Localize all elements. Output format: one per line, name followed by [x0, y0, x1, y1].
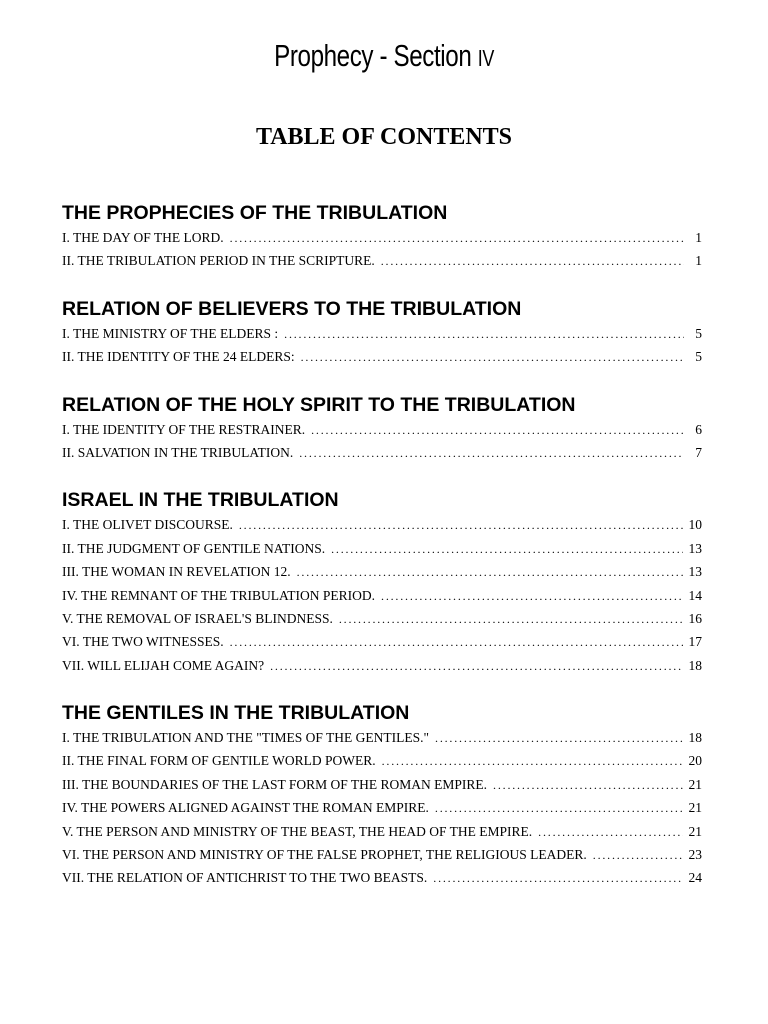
toc-entry-page-number: 18 — [688, 657, 702, 673]
dot-leader — [381, 585, 682, 607]
toc-entry[interactable] — [62, 441, 702, 464]
toc-entry-title: VII. WILL ELIJAH COME AGAIN? — [62, 657, 265, 673]
dot-leader — [301, 346, 684, 368]
toc-entry-page-number: 14 — [688, 587, 702, 603]
toc-entry[interactable] — [62, 654, 702, 677]
toc-entry[interactable] — [62, 820, 702, 843]
toc-entry[interactable] — [62, 796, 702, 819]
dot-leader — [239, 514, 683, 536]
toc-section — [62, 392, 702, 465]
toc-entry-page-number: 1 — [695, 230, 702, 245]
section-title: RELATION OF THE HOLY SPIRIT TO THE TRIBULATION — [62, 393, 576, 416]
toc-entry[interactable] — [62, 584, 702, 607]
toc-entry[interactable] — [62, 322, 702, 345]
toc-entry-title: II. THE TRIBULATION PERIOD IN THE SCRIPTURE. — [62, 253, 375, 269]
toc-entry-page-number: 5 — [695, 349, 702, 365]
toc-entry[interactable] — [62, 726, 702, 749]
dot-leader — [435, 727, 682, 749]
toc-entry-page-number: 21 — [688, 823, 702, 839]
toc-entry-page-number: 21 — [688, 800, 702, 816]
toc-entry-title: V. THE REMOVAL OF ISRAEL'S BLINDNESS. — [62, 610, 333, 626]
toc-section — [62, 487, 702, 677]
dot-leader — [433, 867, 682, 889]
toc-entry-title: III. THE WOMAN IN REVELATION 12. — [62, 564, 291, 580]
toc-entry-title: I. THE OLIVET DISCOURSE. — [62, 517, 233, 533]
toc-heading: TABLE OF CONTENTS — [255, 124, 513, 150]
toc-entry[interactable] — [62, 537, 702, 560]
toc-entry-title: VII. THE RELATION OF ANTICHRIST TO THE TWO BEASTS. — [62, 870, 428, 886]
toc-entry-page-number: 24 — [688, 870, 702, 886]
dot-leader — [538, 821, 682, 843]
toc-entry-page-number: 16 — [688, 610, 702, 626]
toc-entry-page-number: 1 — [695, 253, 702, 269]
dot-leader — [284, 323, 684, 345]
toc-sections — [62, 200, 702, 913]
toc-entry-title: II. SALVATION IN THE TRIBULATION. — [62, 444, 294, 460]
toc-entry-page-number: 7 — [695, 444, 702, 460]
section-title: RELATION OF BELIEVERS TO THE TRIBULATION — [62, 297, 522, 320]
toc-entry-page-number: 13 — [688, 564, 702, 580]
toc-entry[interactable] — [62, 560, 702, 583]
toc-entry[interactable] — [62, 843, 702, 866]
toc-entry-title: I. THE TRIBULATION AND THE "TIMES OF THE GENTILES." — [62, 730, 430, 746]
toc-entry-title: II. THE FINAL FORM OF GENTILE WORLD POWER. — [62, 753, 376, 769]
toc-entry-page-number: 18 — [688, 730, 702, 746]
toc-entry[interactable] — [62, 226, 702, 249]
toc-entry[interactable] — [62, 345, 702, 368]
dot-leader — [435, 797, 683, 819]
toc-section — [62, 200, 702, 273]
toc-entry-page-number: 6 — [695, 421, 702, 437]
dot-leader — [339, 608, 683, 630]
toc-entry-title: I. THE MINISTRY OF THE ELDERS : — [62, 325, 279, 341]
section-title: THE PROPHECIES OF THE TRIBULATION — [62, 202, 448, 224]
toc-entry[interactable] — [62, 866, 702, 889]
toc-entry[interactable] — [62, 513, 702, 536]
dot-leader — [230, 227, 684, 249]
toc-entry-title: IV. THE POWERS ALIGNED AGAINST THE ROMAN EMPIRE. — [62, 800, 429, 816]
toc-entry[interactable] — [62, 249, 702, 272]
toc-entry-title: II. THE IDENTITY OF THE 24 ELDERS: — [62, 349, 295, 365]
dot-leader — [299, 442, 684, 464]
dot-leader — [297, 561, 683, 583]
toc-entry[interactable] — [62, 607, 702, 630]
toc-entry[interactable] — [62, 418, 702, 441]
toc-entry-page-number: 17 — [688, 634, 702, 650]
toc-entry-page-number: 20 — [688, 753, 702, 769]
dot-leader — [381, 250, 684, 272]
toc-entry-title: I. THE DAY OF THE LORD. — [62, 230, 224, 245]
toc-entry-title: III. THE BOUNDARIES OF THE LAST FORM OF THE ROMAN EMPIRE. — [62, 776, 488, 792]
section-title: ISRAEL IN THE TRIBULATION — [62, 489, 339, 512]
dot-leader — [311, 419, 684, 441]
toc-entry-title: II. THE JUDGMENT OF GENTILE NATIONS. — [62, 540, 326, 556]
toc-entry[interactable] — [62, 749, 702, 772]
document-title-main: Prophecy - Section — [274, 38, 472, 73]
toc-entry-title: I. THE IDENTITY OF THE RESTRAINER. — [62, 421, 306, 437]
toc-entry-title: VI. THE PERSON AND MINISTRY OF THE FALSE PROPHET, THE RELIGIOUS LEADER. — [62, 847, 587, 863]
dot-leader — [382, 750, 683, 772]
toc-entry-title: VI. THE TWO WITNESSES. — [62, 634, 224, 650]
toc-entry[interactable] — [62, 630, 702, 653]
document-title-roman: IV — [477, 45, 494, 71]
toc-entry-page-number: 10 — [688, 517, 702, 533]
toc-entry-title: IV. THE REMNANT OF THE TRIBULATION PERIOD. — [62, 587, 376, 603]
document-title — [84, 38, 683, 74]
toc-entry[interactable] — [62, 773, 702, 796]
dot-leader — [493, 774, 682, 796]
dot-leader — [593, 844, 683, 866]
toc-entry-page-number: 23 — [688, 847, 702, 863]
toc-section — [62, 296, 702, 369]
toc-entry-page-number: 21 — [688, 776, 702, 792]
dot-leader — [230, 631, 683, 653]
toc-section — [62, 700, 702, 890]
toc-entry-page-number: 13 — [688, 540, 702, 556]
section-title: THE GENTILES IN THE TRIBULATION — [62, 702, 410, 725]
dot-leader — [270, 655, 682, 677]
dot-leader — [331, 538, 682, 560]
toc-entry-title: V. THE PERSON AND MINISTRY OF THE BEAST, THE HEAD OF THE EMPIRE. — [62, 823, 533, 839]
toc-entry-page-number: 5 — [695, 325, 702, 341]
